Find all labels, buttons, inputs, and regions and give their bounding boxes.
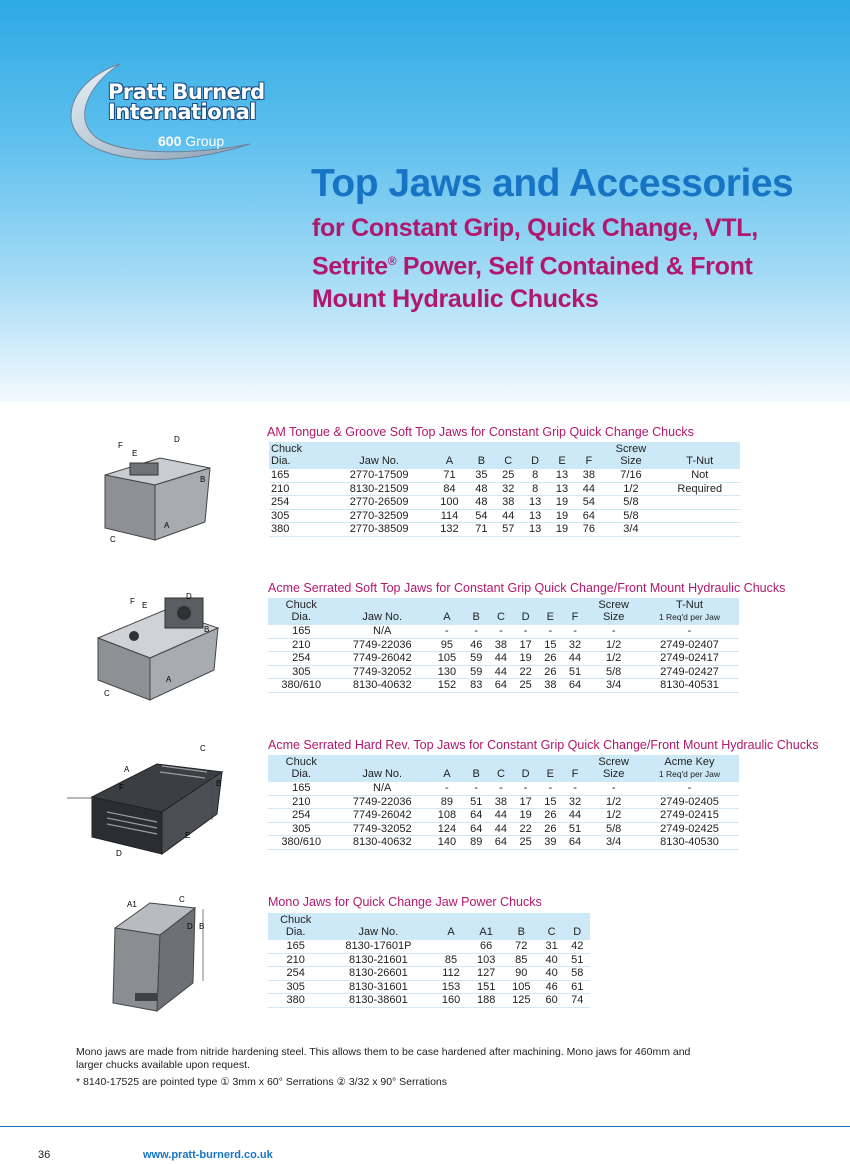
table-cell: 2770-32509 xyxy=(349,509,409,522)
table-cell: - xyxy=(499,625,503,637)
table-cell: 3/4 xyxy=(606,836,622,848)
table-cell: 26 xyxy=(544,665,557,678)
table-cell: 51 xyxy=(568,822,582,835)
table-cell: 46 xyxy=(545,980,558,993)
logo-line-1: Pratt Burnerd xyxy=(108,80,265,104)
notes xyxy=(76,1046,696,1093)
section-3-table xyxy=(268,755,739,850)
table-cell: 44 xyxy=(494,809,508,821)
table-cell: 380/610 xyxy=(281,836,322,848)
section-3-caption: Acme Serrated Hard Rev. Top Jaws for Constant Grip Quick Change/Front Mount Hydraulic Chucks xyxy=(268,738,819,752)
table-cell: 380/610 xyxy=(281,679,322,691)
table-cell: 38 xyxy=(494,638,508,651)
subtitle-part-2: Power, Self Contained & Front Mount Hydraulic Chucks xyxy=(312,252,753,314)
table-cell: 46 xyxy=(470,638,483,651)
table-cell: 7749-26042 xyxy=(352,809,412,821)
table-cell: - xyxy=(573,625,577,637)
table-cell: 64 xyxy=(582,509,596,522)
table-cell: 305 xyxy=(292,822,311,835)
label-d: D xyxy=(174,435,180,444)
label-d: D xyxy=(116,849,122,858)
table-cell: 38 xyxy=(494,795,508,808)
table-cell xyxy=(660,509,741,523)
table-cell: - xyxy=(523,782,528,794)
col-jaw-no: Jaw No. xyxy=(335,755,430,782)
table-cell: 100 xyxy=(440,496,459,508)
table-cell: - xyxy=(523,625,528,637)
table-cell: 8130-40530 xyxy=(660,836,719,848)
col-chuck: Chuck Dia. xyxy=(268,913,323,940)
table-cell: 64 xyxy=(470,809,483,821)
table-cell: 84 xyxy=(443,482,456,495)
mono-jaw-image xyxy=(95,893,215,1018)
table-cell: 13 xyxy=(555,469,569,481)
col-b: B xyxy=(464,755,489,782)
table-cell: 165 xyxy=(292,782,311,794)
table-cell: 380 xyxy=(271,523,290,535)
col-e: E xyxy=(538,755,563,782)
table-cell: 105 xyxy=(437,652,457,664)
col-screw-size: Screw Size xyxy=(587,755,640,782)
table-cell: 32 xyxy=(568,795,582,808)
table-cell: 44 xyxy=(502,509,515,522)
acme-serrated-hard-jaw-image xyxy=(62,742,237,862)
note-serrations: * 8140-17525 are pointed type ① 3mm x 60° Serrations ② 3/32 x 90° Serrations xyxy=(76,1076,448,1088)
table-cell: 165 xyxy=(271,469,290,481)
table-cell: 26 xyxy=(544,652,557,664)
table-cell: 305 xyxy=(292,665,311,678)
col-a: A xyxy=(431,442,468,469)
table-row xyxy=(268,625,739,638)
table-cell: 254 xyxy=(286,967,305,979)
table-cell: 2749-02427 xyxy=(660,665,719,678)
col-a: A xyxy=(430,755,464,782)
table-cell: 103 xyxy=(476,953,496,966)
table-cell: 85 xyxy=(444,953,458,966)
table-cell: 5/8 xyxy=(623,496,639,508)
label-a: A xyxy=(124,765,130,774)
col-jaw-no: Jaw No. xyxy=(327,442,431,469)
col-d: D xyxy=(564,913,590,940)
table-cell: 61 xyxy=(571,980,584,993)
label-b: B xyxy=(204,625,210,634)
table-cell: 22 xyxy=(519,665,532,678)
col-tnut: T-Nut xyxy=(660,442,741,469)
table-cell: Required xyxy=(677,482,723,495)
table-cell: 42 xyxy=(571,940,584,952)
label-b: B xyxy=(216,779,222,788)
table-row xyxy=(268,953,590,967)
table-cell: 38 xyxy=(502,496,515,508)
table-cell: 64 xyxy=(494,836,508,848)
table-cell: 38 xyxy=(582,469,596,481)
table-cell: 59 xyxy=(470,665,483,678)
col-d: D xyxy=(513,598,538,625)
table-cell: 114 xyxy=(440,509,459,522)
table-cell: 2749-02407 xyxy=(660,638,719,651)
registered-mark: ® xyxy=(387,254,397,268)
table-row xyxy=(268,652,739,666)
table-row xyxy=(268,980,590,994)
table-cell: 210 xyxy=(292,795,311,808)
table-cell: - xyxy=(474,782,479,794)
table-cell: 188 xyxy=(476,994,496,1006)
section-1-caption: AM Tongue & Groove Soft Top Jaws for Constant Grip Quick Change Chucks xyxy=(267,425,694,439)
table-cell: 124 xyxy=(437,822,457,835)
table-cell: 8 xyxy=(532,469,539,481)
table-cell: - xyxy=(611,782,616,794)
table-cell xyxy=(433,940,468,953)
table-row xyxy=(268,940,590,953)
table-cell: 7749-22036 xyxy=(352,795,412,808)
logo-group xyxy=(158,133,224,149)
table-cell: 8130-21509 xyxy=(349,482,409,495)
table-cell: 85 xyxy=(515,953,528,966)
table-cell: 210 xyxy=(271,482,290,495)
table-cell: 305 xyxy=(271,509,290,522)
table-cell: 140 xyxy=(437,836,457,848)
label-a: A xyxy=(166,675,172,684)
table-cell: 71 xyxy=(443,469,456,481)
table-row xyxy=(269,469,740,482)
table-cell: - xyxy=(445,625,449,637)
table-cell: 32 xyxy=(502,482,515,495)
table-cell: 25 xyxy=(519,679,532,691)
col-e: E xyxy=(538,598,563,625)
table-cell: 8 xyxy=(532,482,539,495)
table-cell: 54 xyxy=(582,496,596,508)
col-chuck: Chuck Dia. xyxy=(268,755,335,782)
table-cell: 8130-26601 xyxy=(349,967,408,979)
section-4-caption: Mono Jaws for Quick Change Jaw Power Chucks xyxy=(268,895,542,909)
table-cell: 8130-21601 xyxy=(349,953,408,966)
table-cell: 51 xyxy=(568,665,582,678)
table-cell: 35 xyxy=(475,469,488,481)
table-row xyxy=(268,795,739,809)
table-cell: 13 xyxy=(529,509,542,522)
table-cell: 7749-32052 xyxy=(352,822,412,835)
table-cell: 74 xyxy=(571,994,584,1006)
col-a1: A1 xyxy=(469,913,504,940)
table-row xyxy=(268,638,739,652)
table-cell: 15 xyxy=(544,795,557,808)
table-cell: 5/8 xyxy=(606,665,622,678)
table-cell: 72 xyxy=(515,940,528,952)
table-cell: 44 xyxy=(494,822,508,835)
am-tongue-groove-jaw-image xyxy=(100,430,220,550)
table-cell: 44 xyxy=(494,652,508,664)
col-f: F xyxy=(575,442,602,469)
label-c: C xyxy=(200,744,206,753)
table-cell: 7749-26042 xyxy=(352,652,412,664)
section-2-table xyxy=(268,598,739,693)
table-cell: - xyxy=(573,782,577,794)
col-screw-size: Screw Size xyxy=(602,442,659,469)
table-cell: 44 xyxy=(582,482,596,495)
col-c: C xyxy=(489,755,514,782)
table-cell: 13 xyxy=(555,482,569,495)
label-a1: A1 xyxy=(127,900,137,909)
table-cell: 105 xyxy=(512,980,531,993)
table-cell: - xyxy=(687,782,692,794)
col-a: A xyxy=(430,598,464,625)
table-cell: 2770-38509 xyxy=(349,523,409,535)
table-cell: - xyxy=(687,625,692,637)
table-cell: N/A xyxy=(373,782,392,794)
table-row xyxy=(268,782,739,795)
table-cell: 152 xyxy=(437,679,457,691)
table-cell: 8130-31601 xyxy=(349,980,408,993)
table-cell: 17 xyxy=(519,795,532,808)
table-cell: 1/2 xyxy=(623,482,639,495)
table-cell: 51 xyxy=(571,953,584,966)
table-cell: - xyxy=(548,625,553,637)
table-row xyxy=(269,509,740,523)
acme-serrated-soft-jaw-image xyxy=(90,588,225,713)
table-row xyxy=(268,679,739,693)
table-cell: 51 xyxy=(470,795,483,808)
table-cell: Not xyxy=(691,469,709,481)
table-row xyxy=(268,836,739,850)
label-b: B xyxy=(199,922,205,931)
table-cell: - xyxy=(474,625,479,637)
table-cell: 60 xyxy=(545,994,558,1006)
table-cell: 254 xyxy=(292,652,311,664)
table-cell: 132 xyxy=(440,523,459,535)
table-cell: 26 xyxy=(544,822,557,835)
label-d: D xyxy=(187,922,193,931)
col-jaw-no: Jaw No. xyxy=(335,598,430,625)
col-chuck: Chuck Dia. xyxy=(268,598,335,625)
table-cell: 125 xyxy=(512,994,531,1006)
table-cell: 48 xyxy=(475,496,488,508)
table-cell: 210 xyxy=(292,638,311,651)
footer-divider xyxy=(0,1126,850,1127)
label-b: B xyxy=(200,475,206,484)
col-b: B xyxy=(468,442,495,469)
table-cell: 22 xyxy=(519,822,532,835)
table-cell: 108 xyxy=(437,809,457,821)
table-cell xyxy=(660,523,741,537)
col-b: B xyxy=(504,913,539,940)
table-cell: 44 xyxy=(494,665,508,678)
table-cell: 64 xyxy=(470,822,483,835)
label-d: D xyxy=(186,592,192,601)
table-cell: 19 xyxy=(519,652,532,664)
table-cell: - xyxy=(445,782,449,794)
table-cell: 19 xyxy=(555,509,569,522)
table-cell: 8130-17601P xyxy=(345,940,412,952)
table-cell: 40 xyxy=(545,953,558,966)
table-row xyxy=(268,994,590,1008)
table-cell: 7/16 xyxy=(620,469,642,481)
col-f: F xyxy=(563,755,588,782)
table-cell: 44 xyxy=(568,652,582,664)
label-c: C xyxy=(104,689,110,698)
table-cell: 2749-02417 xyxy=(660,652,719,664)
table-row xyxy=(268,809,739,823)
logo-group-word: Group xyxy=(185,133,225,149)
table-cell: 19 xyxy=(555,496,569,508)
table-cell: 59 xyxy=(470,652,483,664)
table-cell: 210 xyxy=(286,953,305,966)
table-cell: 1/2 xyxy=(606,795,622,808)
table-cell: 165 xyxy=(292,625,311,637)
table-cell: 5/8 xyxy=(606,822,622,835)
table-cell: 64 xyxy=(568,679,582,691)
table-cell: 32 xyxy=(568,638,582,651)
table-cell: 160 xyxy=(441,994,461,1006)
table-cell: 58 xyxy=(571,967,584,979)
table-cell: 44 xyxy=(568,809,582,821)
col-a: A xyxy=(433,913,468,940)
col-b: B xyxy=(464,598,489,625)
table-cell: 1/2 xyxy=(606,809,622,821)
logo-line-2: International xyxy=(108,100,257,124)
table-cell: 25 xyxy=(519,836,532,848)
table-cell: 64 xyxy=(568,836,582,848)
table-cell: 127 xyxy=(476,967,496,979)
col-f: F xyxy=(563,598,588,625)
col-d: D xyxy=(513,755,538,782)
section-1-table xyxy=(269,442,740,537)
table-row xyxy=(268,822,739,836)
table-cell: 165 xyxy=(286,940,305,952)
table-row xyxy=(268,967,590,981)
table-cell: 7749-32052 xyxy=(352,665,412,678)
table-cell: 151 xyxy=(476,980,496,993)
table-cell: 8130-40632 xyxy=(352,679,412,691)
table-cell: 1/2 xyxy=(606,652,622,664)
table-cell: 3/4 xyxy=(623,523,639,535)
table-cell: 2749-02425 xyxy=(660,822,719,835)
table-row xyxy=(269,496,740,510)
section-2-caption: Acme Serrated Soft Top Jaws for Constant Grip Quick Change/Front Mount Hydraulic Chucks xyxy=(268,581,786,595)
label-e: E xyxy=(142,601,148,610)
table-cell: 254 xyxy=(292,809,311,821)
table-cell: 40 xyxy=(545,967,558,979)
table-cell: 76 xyxy=(582,523,596,535)
label-e: E xyxy=(132,449,138,458)
label-f: F xyxy=(118,441,123,450)
table-cell: 71 xyxy=(475,523,488,535)
table-cell: 83 xyxy=(470,679,483,691)
label-f: F xyxy=(130,597,135,606)
col-chuck: Chuck Dia. xyxy=(269,442,327,469)
table-cell: 31 xyxy=(545,940,558,952)
table-cell: 1/2 xyxy=(606,638,622,651)
col-jaw-no: Jaw No. xyxy=(323,913,433,940)
table-cell: 95 xyxy=(440,638,453,651)
table-cell: 8130-40632 xyxy=(352,836,412,848)
table-cell: 2770-17509 xyxy=(349,469,409,481)
table-cell: 19 xyxy=(555,523,569,535)
label-e: E xyxy=(185,831,191,840)
table-row xyxy=(268,665,739,679)
col-acme-key: Acme Key 1 Req'd per Jaw xyxy=(640,755,739,782)
table-cell: 25 xyxy=(502,469,515,481)
label-c: C xyxy=(110,535,116,544)
col-e: E xyxy=(549,442,576,469)
table-cell: 5/8 xyxy=(623,509,639,522)
table-cell: 153 xyxy=(441,980,461,993)
table-row xyxy=(269,482,740,496)
table-cell: 2749-02415 xyxy=(660,809,719,821)
website-link[interactable]: www.pratt-burnerd.co.uk xyxy=(143,1149,273,1161)
table-cell: 112 xyxy=(442,967,460,979)
table-cell: 8130-38601 xyxy=(349,994,408,1006)
table-cell: 89 xyxy=(440,795,453,808)
table-cell: 130 xyxy=(437,665,457,678)
col-tnut: T-Nut 1 Req'd per Jaw xyxy=(640,598,739,625)
col-c: C xyxy=(489,598,514,625)
col-c: C xyxy=(495,442,522,469)
table-cell: - xyxy=(548,782,553,794)
table-cell: 19 xyxy=(519,809,532,821)
table-cell: 2749-02405 xyxy=(660,795,719,808)
table-cell: 13 xyxy=(529,496,542,508)
table-cell: N/A xyxy=(373,625,392,637)
col-screw-size: Screw Size xyxy=(587,598,640,625)
table-cell: 15 xyxy=(544,638,557,651)
header-banner xyxy=(0,0,850,402)
company-logo xyxy=(60,60,320,170)
table-cell: 57 xyxy=(502,523,515,535)
label-c: C xyxy=(179,895,185,904)
col-c: C xyxy=(539,913,565,940)
col-d: D xyxy=(522,442,549,469)
table-cell: 3/4 xyxy=(606,679,622,691)
table-cell: 13 xyxy=(529,523,542,535)
table-cell: 64 xyxy=(494,679,508,691)
subtitle-part-1: for Constant Grip, Quick Change, VTL, Setrite xyxy=(312,214,758,281)
table-cell: - xyxy=(499,782,503,794)
label-a: A xyxy=(164,521,170,530)
table-cell: 48 xyxy=(475,482,488,495)
table-cell: 380 xyxy=(286,994,305,1006)
table-cell: 38 xyxy=(544,679,557,691)
table-cell: 254 xyxy=(271,496,290,508)
table-cell: 90 xyxy=(515,967,528,979)
table-cell: 26 xyxy=(544,809,557,821)
table-cell: 7749-22036 xyxy=(352,638,412,651)
logo-group-number: 600 xyxy=(158,133,182,149)
table-cell: 89 xyxy=(470,836,483,848)
label-f: F xyxy=(119,783,124,792)
table-row xyxy=(269,523,740,537)
page-number: 36 xyxy=(38,1149,51,1161)
table-cell: 17 xyxy=(519,638,532,651)
table-cell: 2770-26509 xyxy=(349,496,409,508)
table-cell: 305 xyxy=(286,980,305,993)
table-cell: 66 xyxy=(480,940,493,952)
table-cell: 54 xyxy=(475,509,488,522)
table-cell xyxy=(660,496,741,510)
table-cell: 8130-40531 xyxy=(660,679,719,691)
page-title: Top Jaws and Accessories xyxy=(311,162,794,205)
note-mono-jaws: Mono jaws are made from nitride hardening steel. This allows them to be case hardened after machining. Mono jaws for 460mm and larger chucks available upon request. xyxy=(76,1046,691,1071)
table-cell: 39 xyxy=(544,836,557,848)
page-subtitle xyxy=(312,212,812,316)
section-4-table xyxy=(268,913,590,1008)
table-cell: - xyxy=(611,625,616,637)
